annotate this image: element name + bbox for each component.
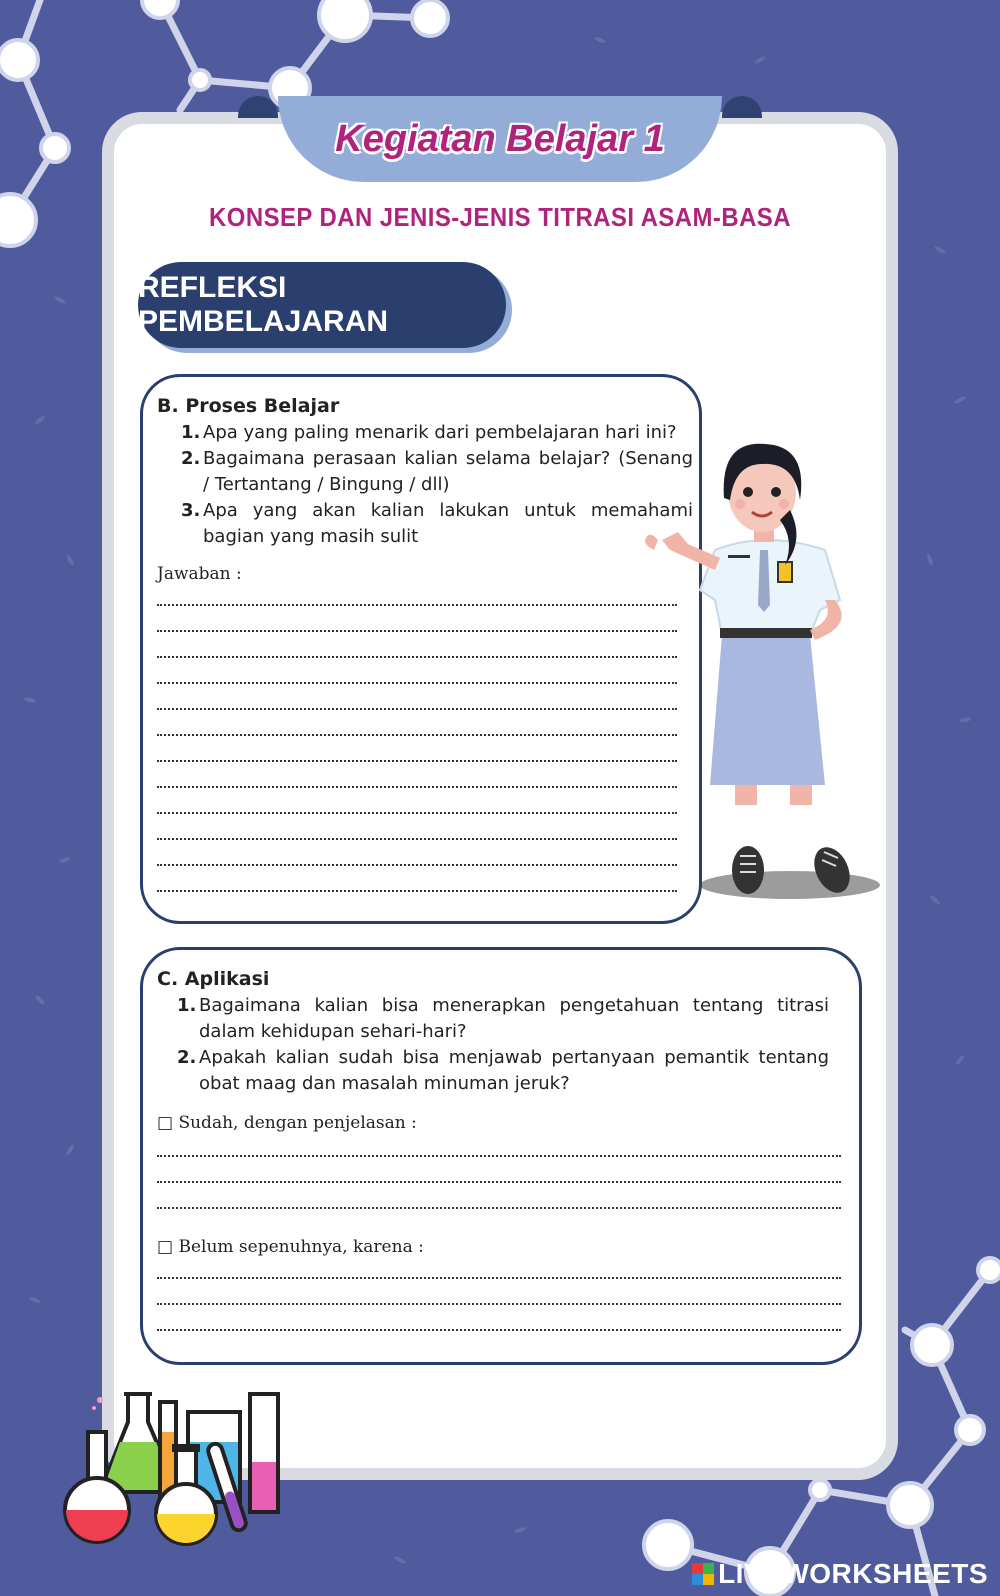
section-c-question-1 [177, 993, 829, 1045]
question-number: 2. [177, 1047, 197, 1068]
section-c-title: C. Aplikasi [157, 968, 270, 990]
answer-line-5[interactable] [157, 708, 677, 710]
question-text: Bagaimana kalian bisa menerapkan pengetahuan tentang titrasi dalam kehidupan sehari-hari? [199, 995, 829, 1042]
section-pill [138, 262, 506, 348]
liveworksheets-icon [692, 1563, 714, 1585]
question-number: 1. [181, 422, 201, 443]
question-number: 2. [181, 448, 201, 469]
answer-label: Jawaban : [157, 564, 242, 584]
reason-line-1[interactable] [157, 1277, 841, 1279]
answer-line-2[interactable] [157, 630, 677, 632]
section-b-box [140, 374, 702, 924]
title-tab [278, 96, 722, 182]
question-text: Apa yang paling menarik dari pembelajaran hari ini? [203, 422, 677, 443]
question-text: Bagaimana perasaan kalian selama belajar? (Senang / Tertantang / Bingung / dll) [203, 448, 693, 495]
section-b-question-3 [181, 498, 693, 550]
section-b-title: B. Proses Belajar [157, 395, 340, 417]
answer-line-10[interactable] [157, 838, 677, 840]
lab-flasks-illustration [60, 1392, 300, 1552]
section-pill-label: REFLEKSI PEMBELAJARAN [138, 271, 389, 338]
reason-line-3[interactable] [157, 1329, 841, 1331]
answer-line-7[interactable] [157, 760, 677, 762]
explanation-line-2[interactable] [157, 1181, 841, 1183]
section-c-question-2 [177, 1045, 829, 1097]
question-text: Apa yang akan kalian lakukan untuk memahami bagian yang masih sulit [203, 500, 693, 547]
answer-line-1[interactable] [157, 604, 677, 606]
question-number: 1. [177, 995, 197, 1016]
page-title: Kegiatan Belajar 1 [335, 117, 665, 160]
option-yes-checkbox[interactable]: □ Sudah, dengan penjelasan : [157, 1113, 417, 1133]
answer-line-6[interactable] [157, 734, 677, 736]
answer-line-9[interactable] [157, 812, 677, 814]
question-number: 3. [181, 500, 201, 521]
liveworksheets-text: LIVEWORKSHEETS [718, 1558, 988, 1589]
question-text: Apakah kalian sudah bisa menjawab pertanyaan pemantik tentang obat maag dan masalah minuman jeruk? [199, 1047, 829, 1094]
section-c-box [140, 947, 862, 1365]
answer-line-3[interactable] [157, 656, 677, 658]
section-b-question-2 [181, 446, 693, 498]
answer-line-4[interactable] [157, 682, 677, 684]
section-b-question-1 [181, 420, 693, 446]
page-subtitle: KONSEP DAN JENIS-JENIS TITRASI ASAM-BASA [209, 202, 791, 232]
option-no-checkbox[interactable]: □ Belum sepenuhnya, karena : [157, 1237, 424, 1257]
student-illustration [640, 440, 880, 920]
explanation-line-1[interactable] [157, 1155, 841, 1157]
answer-line-11[interactable] [157, 864, 677, 866]
liveworksheets-logo[interactable] [692, 1558, 988, 1590]
answer-line-12[interactable] [157, 890, 677, 892]
reason-line-2[interactable] [157, 1303, 841, 1305]
explanation-line-3[interactable] [157, 1207, 841, 1209]
answer-line-8[interactable] [157, 786, 677, 788]
